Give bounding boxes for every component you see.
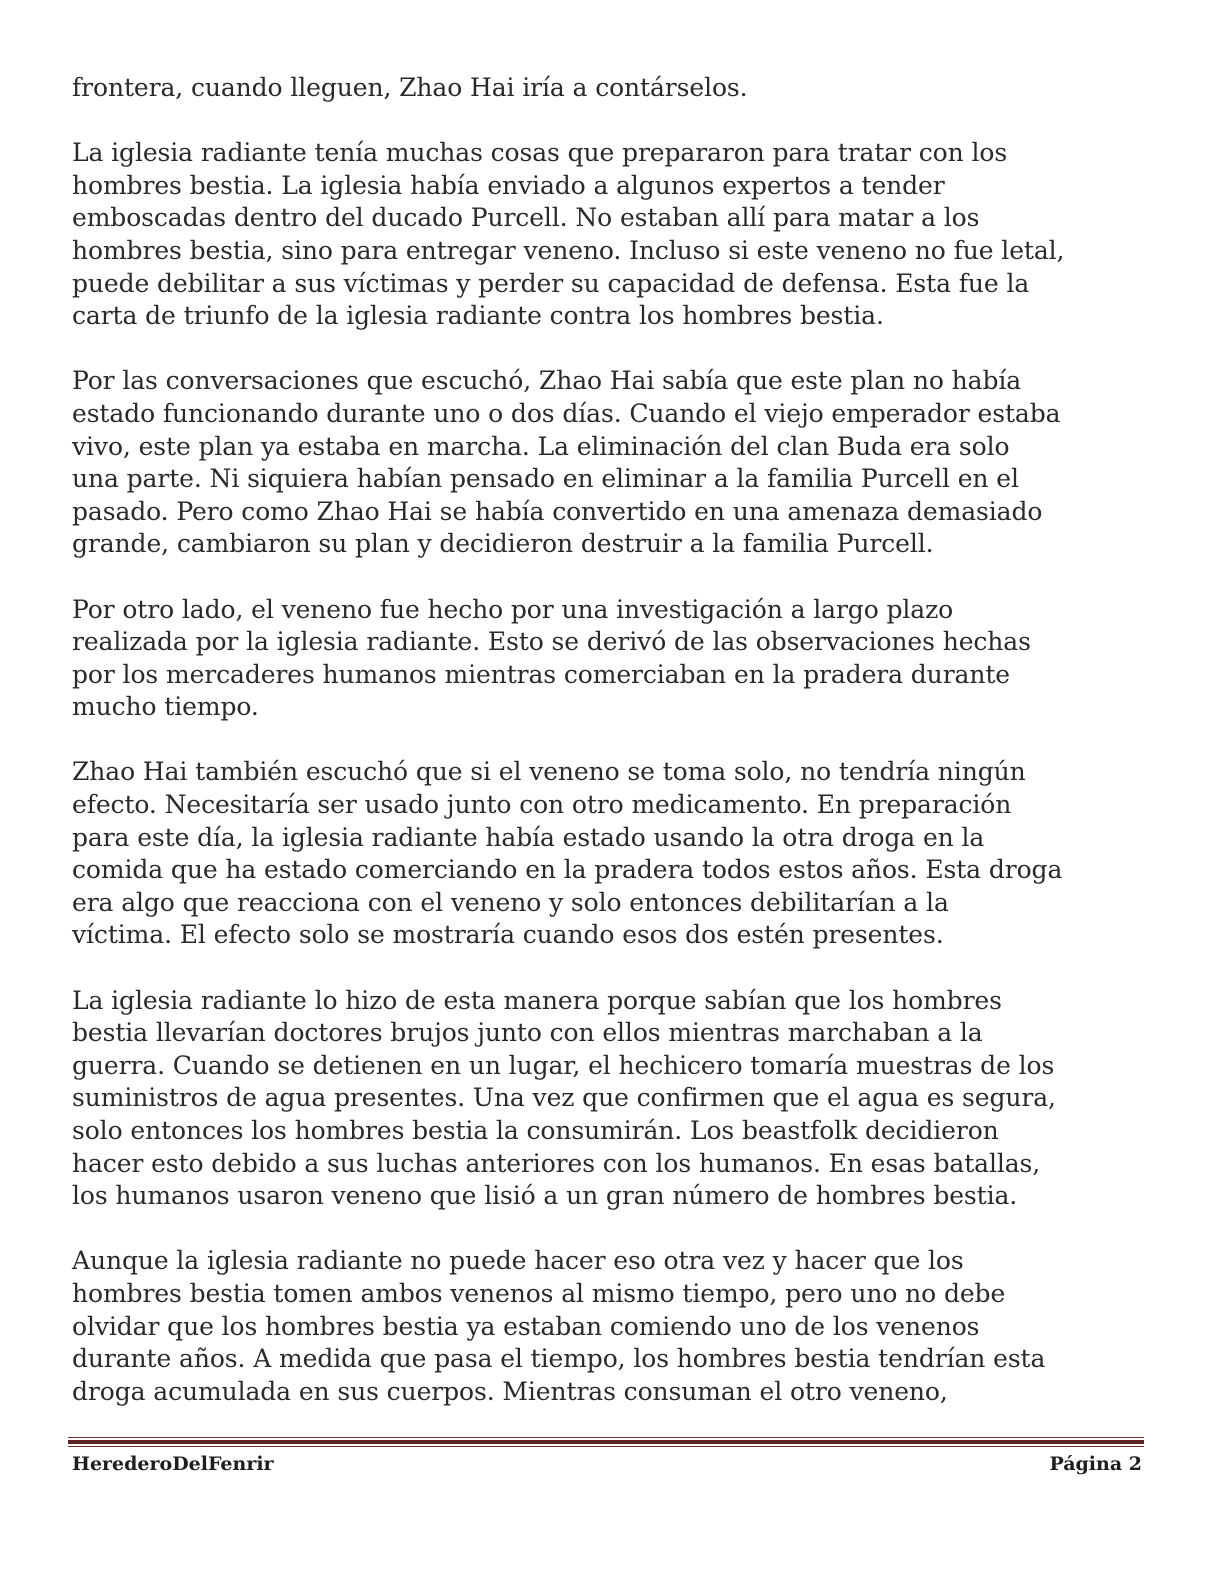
- text-line: guerra. Cuando se detienen en un lugar, el hechicero tomaría muestras de los: [72, 1050, 1055, 1080]
- text-line: durante años. A medida que pasa el tiempo, los hombres bestia tendrían esta: [72, 1344, 1046, 1374]
- footer-divider-thick: [68, 1440, 1144, 1444]
- paragraph-6: [72, 985, 1152, 1213]
- text-line: grande, cambiaron su plan y decidieron destruir a la familia Purcell.: [72, 529, 934, 559]
- paragraph-1: [72, 72, 1152, 105]
- text-line: comida que ha estado comerciando en la pradera todos estos años. Esta droga: [72, 855, 1063, 885]
- footer-divider-thin-bottom: [68, 1446, 1144, 1447]
- text-line: por los mercaderes humanos mientras comerciaban en la pradera durante: [72, 659, 1010, 689]
- paragraph-7: [72, 1245, 1152, 1408]
- text-line: hombres bestia tomen ambos venenos al mismo tiempo, pero uno no debe: [72, 1278, 1006, 1308]
- text-line: vivo, este plan ya estaba en marcha. La eliminación del clan Buda era solo: [72, 431, 1010, 461]
- text-line: La iglesia radiante tenía muchas cosas que prepararon para tratar con los: [72, 138, 1008, 168]
- paragraph-5: [72, 756, 1152, 952]
- body-text: [72, 72, 1152, 1441]
- text-line: Aunque la iglesia radiante no puede hacer eso otra vez y hacer que los: [72, 1246, 964, 1276]
- text-line: La iglesia radiante lo hizo de esta manera porque sabían que los hombres: [72, 985, 1002, 1015]
- text-line: era algo que reacciona con el veneno y solo entonces debilitarían a la: [72, 887, 949, 917]
- text-line: emboscadas dentro del ducado Purcell. No estaban allí para matar a los: [72, 203, 980, 233]
- text-line: Zhao Hai también escuchó que si el veneno se toma solo, no tendría ningún: [72, 757, 1026, 787]
- paragraph-2: [72, 137, 1152, 333]
- paragraph-4: [72, 594, 1152, 724]
- text-line: para este día, la iglesia radiante había estado usando la otra droga en la: [72, 822, 985, 852]
- text-line: hombres bestia, sino para entregar veneno. Incluso si este veneno no fue letal,: [72, 235, 1065, 265]
- text-line: víctima. El efecto solo se mostraría cuando esos dos estén presentes.: [72, 920, 944, 950]
- text-line: realizada por la iglesia radiante. Esto se derivó de las observaciones hechas: [72, 627, 1031, 657]
- footer-divider-thin-top: [68, 1437, 1144, 1438]
- text-line: puede debilitar a sus víctimas y perder su capacidad de defensa. Esta fue la: [72, 268, 1030, 298]
- text-line: carta de triunfo de la iglesia radiante contra los hombres bestia.: [72, 301, 884, 331]
- text-line: olvidar que los hombres bestia ya estaban comiendo uno de los venenos: [72, 1311, 980, 1341]
- text-line: droga acumulada en sus cuerpos. Mientras consuman el otro veneno,: [72, 1376, 948, 1406]
- text-line: suministros de agua presentes. Una vez que confirmen que el agua es segura,: [72, 1083, 1056, 1113]
- footer-author: HerederoDelFenrir: [72, 1453, 274, 1475]
- text-line: mucho tiempo.: [72, 692, 259, 722]
- paragraph-3: [72, 365, 1152, 561]
- text-line: hombres bestia. La iglesia había enviado a algunos expertos a tender: [72, 170, 945, 200]
- text-line: hacer esto debido a sus luchas anteriores con los humanos. En esas batallas,: [72, 1148, 1041, 1178]
- text-line: una parte. Ni siquiera habían pensado en eliminar a la familia Purcell en el: [72, 464, 1019, 494]
- text-line: los humanos usaron veneno que lisió a un gran número de hombres bestia.: [72, 1181, 1018, 1211]
- text-line: efecto. Necesitaría ser usado junto con otro medicamento. En preparación: [72, 790, 1012, 820]
- text-line: Por otro lado, el veneno fue hecho por una investigación a largo plazo: [72, 594, 954, 624]
- text-line: frontera, cuando lleguen, Zhao Hai iría a contárselos.: [72, 73, 748, 102]
- text-line: estado funcionando durante uno o dos días. Cuando el viejo emperador estaba: [72, 398, 1061, 428]
- footer-page-number: Página 2: [1049, 1453, 1142, 1475]
- text-line: solo entonces los hombres bestia la consumirán. Los beastfolk decidieron: [72, 1116, 999, 1145]
- text-line: bestia llevarían doctores brujos junto con ellos mientras marchaban a la: [72, 1018, 983, 1048]
- text-line: Por las conversaciones que escuchó, Zhao Hai sabía que este plan no había: [72, 366, 1022, 396]
- text-line: pasado. Pero como Zhao Hai se había convertido en una amenaza demasiado: [72, 496, 1043, 526]
